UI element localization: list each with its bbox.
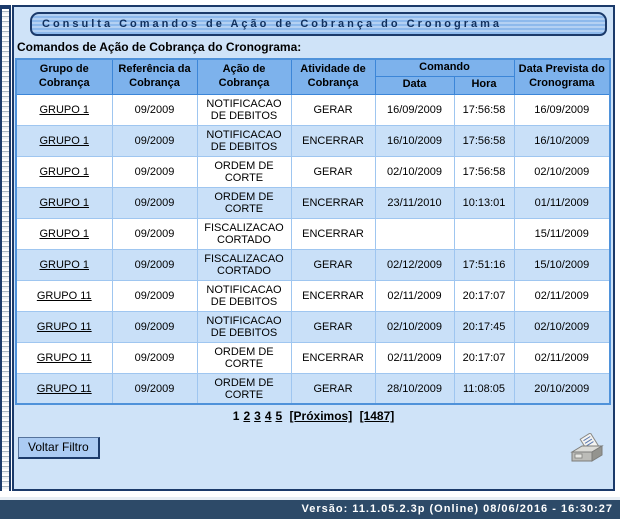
header-comando-hora: Hora <box>454 76 514 94</box>
grupo-link[interactable]: GRUPO 1 <box>39 227 89 240</box>
grupo-link[interactable]: GRUPO 1 <box>39 103 89 116</box>
comando-data-cell: 02/11/2009 <box>375 342 454 373</box>
main-panel <box>12 5 615 491</box>
referencia-cell: 09/2009 <box>112 280 197 311</box>
table-row <box>16 311 610 342</box>
pagination-page-link[interactable]: 2 <box>243 409 251 424</box>
grupo-cell <box>16 125 112 156</box>
left-decorative-strip <box>0 5 11 491</box>
data-prevista-cell: 20/10/2009 <box>514 373 610 404</box>
referencia-cell: 09/2009 <box>112 249 197 280</box>
comando-data-cell: 02/12/2009 <box>375 249 454 280</box>
acao-cell: ORDEM DE CORTE <box>197 187 291 218</box>
referencia-cell: 09/2009 <box>112 156 197 187</box>
comando-hora-cell: 20:17:07 <box>454 342 514 373</box>
printer-icon[interactable] <box>569 433 605 470</box>
atividade-cell: GERAR <box>291 249 375 280</box>
comando-data-cell: 23/11/2010 <box>375 187 454 218</box>
pagination <box>14 409 613 423</box>
grupo-link[interactable]: GRUPO 11 <box>36 320 92 333</box>
grupo-cell <box>16 342 112 373</box>
atividade-cell: ENCERRAR <box>291 187 375 218</box>
comando-hora-cell: 10:13:01 <box>454 187 514 218</box>
comando-data-cell: 02/10/2009 <box>375 311 454 342</box>
version-text: Versão: 11.1.05.2.3p (Online) 08/06/2016 - 16:30:27 <box>301 503 613 515</box>
page-title: Consulta Comandos de Ação de Cobrança do Cronograma <box>30 12 607 36</box>
grupo-cell <box>16 280 112 311</box>
acao-cell: NOTIFICACAO DE DEBITOS <box>197 94 291 125</box>
data-prevista-cell: 16/10/2009 <box>514 125 610 156</box>
grupo-link[interactable]: GRUPO 11 <box>36 382 92 395</box>
table-row <box>16 342 610 373</box>
grupo-link[interactable]: GRUPO 1 <box>39 134 89 147</box>
referencia-cell: 09/2009 <box>112 125 197 156</box>
referencia-cell: 09/2009 <box>112 373 197 404</box>
referencia-cell: 09/2009 <box>112 311 197 342</box>
bottom-action-row <box>18 437 605 470</box>
grupo-link[interactable]: GRUPO 1 <box>39 165 89 178</box>
table-body <box>16 94 610 404</box>
grupo-cell <box>16 156 112 187</box>
grupo-link[interactable]: GRUPO 11 <box>36 289 92 302</box>
pagination-page-link[interactable]: 4 <box>264 409 272 424</box>
acao-cell: NOTIFICACAO DE DEBITOS <box>197 125 291 156</box>
pagination-last-link[interactable]: [1487] <box>359 409 395 424</box>
referencia-cell: 09/2009 <box>112 218 197 249</box>
comando-hora-cell: 20:17:07 <box>454 280 514 311</box>
acao-cell: FISCALIZACAO CORTADO <box>197 249 291 280</box>
table-row <box>16 249 610 280</box>
atividade-cell: GERAR <box>291 373 375 404</box>
data-prevista-cell: 02/10/2009 <box>514 311 610 342</box>
header-data-prevista: Data Prevista do Cronograma <box>514 59 610 94</box>
table-header <box>16 59 610 94</box>
grupo-link[interactable]: GRUPO 11 <box>36 351 92 364</box>
table-row <box>16 280 610 311</box>
grupo-cell <box>16 218 112 249</box>
grupo-cell <box>16 94 112 125</box>
header-atividade: Atividade de Cobrança <box>291 59 375 94</box>
grupo-cell <box>16 187 112 218</box>
header-referencia: Referência da Cobrança <box>112 59 197 94</box>
comando-data-cell: 02/11/2009 <box>375 280 454 311</box>
atividade-cell: ENCERRAR <box>291 125 375 156</box>
table-row <box>16 94 610 125</box>
acao-cell: ORDEM DE CORTE <box>197 373 291 404</box>
atividade-cell: GERAR <box>291 156 375 187</box>
header-comando-data: Data <box>375 76 454 94</box>
atividade-cell: ENCERRAR <box>291 342 375 373</box>
acao-cell: FISCALIZACAO CORTADO <box>197 218 291 249</box>
data-prevista-cell: 15/11/2009 <box>514 218 610 249</box>
header-comando-group: Comando <box>375 59 514 76</box>
atividade-cell: GERAR <box>291 94 375 125</box>
pagination-page-link[interactable]: 5 <box>275 409 283 424</box>
data-prevista-cell: 02/11/2009 <box>514 280 610 311</box>
grupo-link[interactable]: GRUPO 1 <box>39 196 89 209</box>
comando-hora-cell: 11:08:05 <box>454 373 514 404</box>
acao-cell: NOTIFICACAO DE DEBITOS <box>197 280 291 311</box>
grupo-cell <box>16 373 112 404</box>
comando-data-cell: 16/09/2009 <box>375 94 454 125</box>
comando-data-cell: 02/10/2009 <box>375 156 454 187</box>
referencia-cell: 09/2009 <box>112 94 197 125</box>
acao-cell: ORDEM DE CORTE <box>197 342 291 373</box>
atividade-cell: GERAR <box>291 311 375 342</box>
data-prevista-cell: 02/10/2009 <box>514 156 610 187</box>
data-prevista-cell: 16/09/2009 <box>514 94 610 125</box>
comando-data-cell <box>375 218 454 249</box>
header-grupo: Grupo de Cobrança <box>16 59 112 94</box>
acao-cell: NOTIFICACAO DE DEBITOS <box>197 311 291 342</box>
version-status-bar <box>0 497 620 519</box>
pagination-current-page: 1 <box>232 409 240 424</box>
data-prevista-cell: 02/11/2009 <box>514 342 610 373</box>
voltar-filtro-button[interactable]: Voltar Filtro <box>18 437 100 459</box>
pagination-next-link[interactable]: [Próximos] <box>289 409 353 424</box>
comando-hora-cell: 17:56:58 <box>454 156 514 187</box>
acao-cell: ORDEM DE CORTE <box>197 156 291 187</box>
grupo-link[interactable]: GRUPO 1 <box>39 258 89 271</box>
comando-hora-cell: 20:17:45 <box>454 311 514 342</box>
referencia-cell: 09/2009 <box>112 187 197 218</box>
table-row <box>16 373 610 404</box>
atividade-cell: ENCERRAR <box>291 218 375 249</box>
table-row <box>16 156 610 187</box>
table-row <box>16 218 610 249</box>
comando-data-cell: 28/10/2009 <box>375 373 454 404</box>
grupo-cell <box>16 311 112 342</box>
data-prevista-cell: 01/11/2009 <box>514 187 610 218</box>
comando-hora-cell: 17:56:58 <box>454 94 514 125</box>
comando-hora-cell: 17:51:16 <box>454 249 514 280</box>
comandos-table <box>15 58 611 405</box>
comando-data-cell: 16/10/2009 <box>375 125 454 156</box>
table-row <box>16 187 610 218</box>
grupo-cell <box>16 249 112 280</box>
header-acao: Ação de Cobrança <box>197 59 291 94</box>
table-row <box>16 125 610 156</box>
data-prevista-cell: 15/10/2009 <box>514 249 610 280</box>
section-label: Comandos de Ação de Cobrança do Cronograma: <box>17 40 302 54</box>
comando-hora-cell: 17:56:58 <box>454 125 514 156</box>
comando-hora-cell <box>454 218 514 249</box>
atividade-cell: ENCERRAR <box>291 280 375 311</box>
referencia-cell: 09/2009 <box>112 342 197 373</box>
pagination-page-link[interactable]: 3 <box>254 409 261 424</box>
